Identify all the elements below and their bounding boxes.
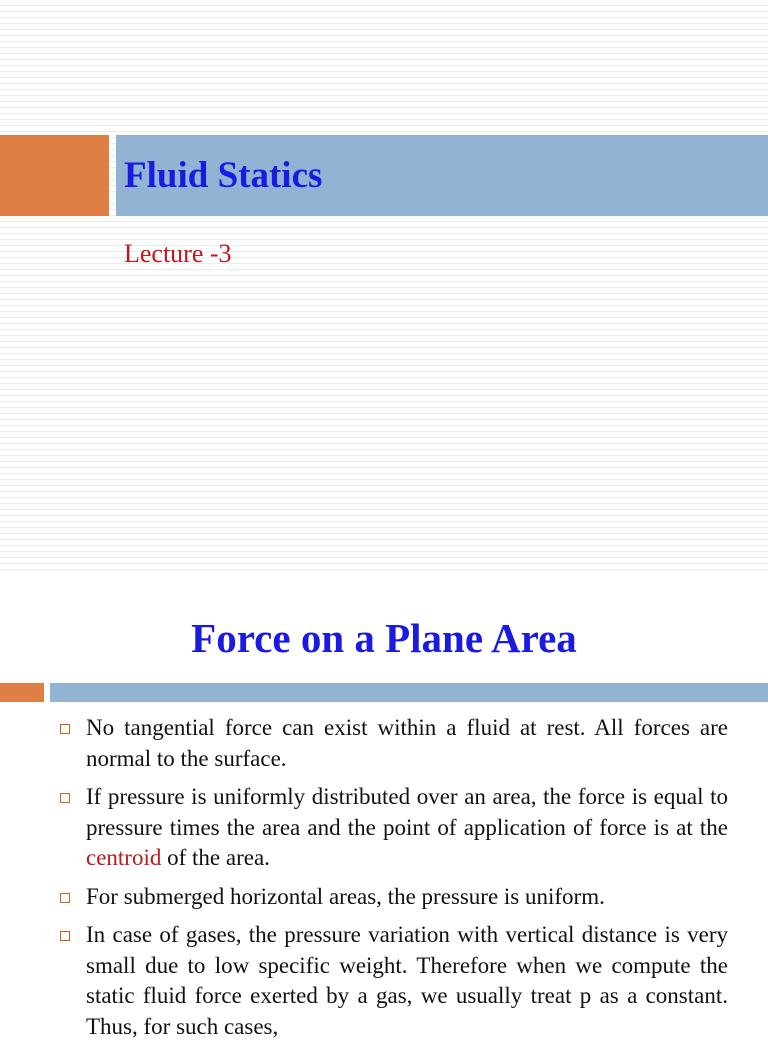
hollow-square-bullet-icon bbox=[60, 793, 70, 803]
bullet-item bbox=[56, 782, 728, 874]
bullet-item bbox=[56, 882, 728, 913]
bullet-text: No tangential force can exist within a fluid at rest. All forces are normal to the surface. bbox=[86, 715, 728, 771]
bullet-highlight-term: centroid bbox=[86, 845, 162, 870]
bullet-text-after: of the area. bbox=[161, 845, 270, 870]
bullet-text: In case of gases, the pressure variation with vertical distance is very small due to low specific weight. Therefore when we compute the static fluid force exerted by a gas, we usually treat p as a constant. Thus, for such cases, bbox=[86, 922, 728, 1039]
bullet-text: For submerged horizontal areas, the pressure is uniform. bbox=[86, 883, 605, 909]
orange-accent-block bbox=[0, 135, 109, 216]
slide-subtitle: Lecture -3 bbox=[124, 239, 232, 268]
slide-force-on-plane bbox=[0, 572, 768, 1039]
slide-heading: Force on a Plane Area bbox=[191, 615, 577, 661]
hollow-square-bullet-icon bbox=[60, 893, 70, 903]
slide-title-text: Fluid Statics bbox=[124, 155, 323, 196]
bullet-item bbox=[56, 920, 728, 1042]
hollow-square-bullet-icon bbox=[60, 931, 70, 941]
hollow-square-bullet-icon bbox=[60, 724, 70, 734]
bullet-text-before: If pressure is uniformly distributed over an area, the force is equal to pressure times the area and the point of application of force is at the bbox=[86, 784, 728, 840]
blue-divider-bar bbox=[50, 683, 768, 702]
orange-divider-block bbox=[0, 683, 44, 702]
bullet-list bbox=[56, 713, 728, 1050]
bullet-item bbox=[56, 713, 728, 774]
